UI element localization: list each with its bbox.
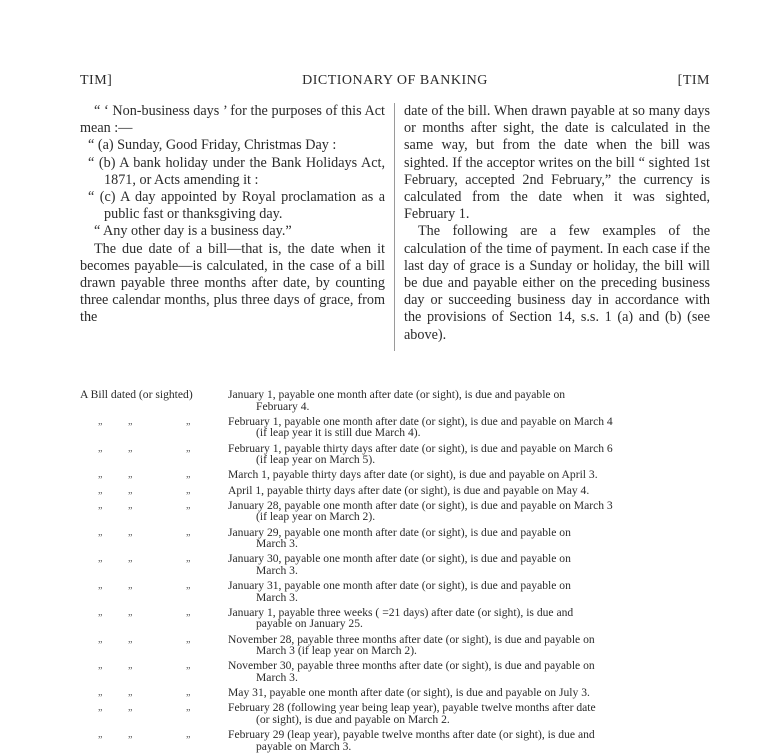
example-line-2: payable on January 25. bbox=[256, 617, 363, 631]
ditto-mark: „ bbox=[98, 499, 103, 511]
example-row bbox=[80, 634, 712, 657]
examples-intro-paragraph: The following are a few examples of the calculation of the time of payment. In each case if the last day of grace is a Sunday or holiday, the bill will be due and payable either on the preceding business day or succeeding business day in accordance with the provisions of Section 14, s.s. 1 (a) and (b) (see above). bbox=[404, 223, 710, 343]
example-entry bbox=[228, 469, 712, 481]
example-line-2: (if leap year on March 2). bbox=[256, 510, 376, 524]
ditto-mark: „ bbox=[98, 415, 103, 427]
definition-closing: “ Any other day is a business day.” bbox=[94, 223, 292, 240]
ditto-mark: „ bbox=[186, 633, 191, 645]
example-entry bbox=[228, 485, 712, 497]
example-entry bbox=[228, 660, 712, 683]
header-right-guide-word: [TIM bbox=[677, 73, 710, 88]
example-line-1: April 1, payable thirty days after date (or sight), is due and payable on May 4. bbox=[228, 483, 590, 497]
ditto-mark: „ bbox=[98, 526, 103, 538]
example-entry bbox=[228, 607, 712, 630]
example-entry bbox=[228, 634, 712, 657]
example-line-1: November 28, payable three months after date (or sight), is due and payable on bbox=[228, 632, 595, 646]
example-lead-label: A Bill dated (or sighted) bbox=[80, 388, 193, 401]
ditto-mark: „ bbox=[98, 660, 103, 672]
ditto-mark: „ bbox=[186, 729, 191, 741]
ditto-mark: „ bbox=[128, 442, 133, 454]
example-row bbox=[80, 469, 712, 481]
ditto-mark: „ bbox=[98, 702, 103, 714]
clause-c: “ (c) A day appointed by Royal proclamation as a public fast or thanksgiving day. bbox=[88, 189, 385, 223]
example-row bbox=[80, 553, 712, 576]
ditto-mark: „ bbox=[186, 526, 191, 538]
definition-intro: “ ‘ Non-business days ’ for the purposes of this Act mean :— bbox=[80, 103, 385, 137]
ditto-mark: „ bbox=[128, 633, 133, 645]
example-entry bbox=[228, 553, 712, 576]
ditto-mark: „ bbox=[128, 499, 133, 511]
example-line-2: February 4. bbox=[256, 399, 310, 413]
ditto-mark: „ bbox=[128, 484, 133, 496]
ditto-mark: „ bbox=[128, 553, 133, 565]
example-line-2: (if leap year on March 5). bbox=[256, 453, 376, 467]
ditto-mark: „ bbox=[186, 484, 191, 496]
ditto-mark: „ bbox=[98, 729, 103, 741]
ditto-mark: „ bbox=[186, 469, 191, 481]
ditto-mark: „ bbox=[128, 702, 133, 714]
ditto-mark: „ bbox=[186, 606, 191, 618]
example-line-1: January 1, payable three weeks ( =21 days) after date (or sight), is due and bbox=[228, 605, 574, 619]
example-row bbox=[80, 687, 712, 699]
header-left-guide-word: TIM] bbox=[80, 73, 113, 88]
ditto-mark: „ bbox=[128, 469, 133, 481]
example-entry bbox=[228, 527, 712, 550]
example-line-2: March 3 (if leap year on March 2). bbox=[256, 644, 417, 658]
ditto-mark: „ bbox=[128, 660, 133, 672]
example-line-1: February 1, payable thirty days after date (or sight), is due and payable on March 6 bbox=[228, 441, 613, 455]
example-line-1: November 30, payable three months after date (or sight), is due and payable on bbox=[228, 659, 595, 673]
clause-a: “ (a) Sunday, Good Friday, Christmas Day : bbox=[88, 137, 337, 154]
ditto-mark: „ bbox=[186, 499, 191, 511]
header-title: DICTIONARY OF BANKING bbox=[302, 73, 488, 88]
ditto-mark: „ bbox=[98, 484, 103, 496]
example-line-1: January 29, payable one month after date (or sight), is due and payable on bbox=[228, 525, 571, 539]
example-line-1: February 29 (leap year), payable twelve months after date (or sight), is due and bbox=[228, 728, 595, 742]
ditto-mark: „ bbox=[128, 580, 133, 592]
example-line-2: March 3. bbox=[256, 590, 298, 604]
example-entry bbox=[228, 687, 712, 699]
example-row bbox=[80, 443, 712, 466]
ditto-mark: „ bbox=[128, 729, 133, 741]
ditto-mark: „ bbox=[128, 526, 133, 538]
example-row bbox=[80, 416, 712, 439]
ditto-mark: „ bbox=[128, 415, 133, 427]
ditto-mark: „ bbox=[186, 415, 191, 427]
ditto-mark: „ bbox=[186, 660, 191, 672]
running-header bbox=[80, 73, 710, 93]
example-line-1: March 1, payable thirty days after date (or sight), is due and payable on April 3. bbox=[228, 468, 598, 482]
examples-table bbox=[80, 389, 712, 756]
example-row bbox=[80, 389, 712, 412]
ditto-mark: „ bbox=[128, 687, 133, 699]
ditto-mark: „ bbox=[186, 580, 191, 592]
right-column bbox=[404, 103, 710, 344]
ditto-mark: „ bbox=[98, 606, 103, 618]
example-line-1: January 30, payable one month after date (or sight), is due and payable on bbox=[228, 552, 571, 566]
example-line-1: January 31, payable one month after date (or sight), is due and payable on bbox=[228, 579, 571, 593]
example-entry bbox=[228, 389, 712, 412]
column-divider bbox=[394, 103, 395, 351]
ditto-mark: „ bbox=[186, 442, 191, 454]
ditto-mark: „ bbox=[186, 553, 191, 565]
example-row bbox=[80, 729, 712, 752]
ditto-mark: „ bbox=[98, 687, 103, 699]
example-line-2: March 3. bbox=[256, 563, 298, 577]
example-line-1: January 28, payable one month after date (or sight), is due and payable on March 3 bbox=[228, 498, 613, 512]
example-row bbox=[80, 702, 712, 725]
example-line-1: February 28 (following year being leap year), payable twelve months after date bbox=[228, 701, 596, 715]
due-date-paragraph: The due date of a bill—that is, the date when it becomes payable—is calculated, in the case of a bill drawn payable three months after date, by counting three calendar months, plus three days of grace, from the bbox=[80, 240, 385, 326]
clause-b: “ (b) A bank holiday under the Bank Holidays Act, 1871, or Acts amending it : bbox=[88, 154, 385, 188]
left-column bbox=[80, 103, 385, 327]
ditto-mark: „ bbox=[128, 606, 133, 618]
ditto-mark: „ bbox=[98, 442, 103, 454]
example-row bbox=[80, 660, 712, 683]
example-row bbox=[80, 527, 712, 550]
example-line-2: payable on March 3. bbox=[256, 739, 352, 753]
example-row bbox=[80, 607, 712, 630]
example-line-2: March 3. bbox=[256, 537, 298, 551]
example-line-2: (or sight), is due and payable on March 2. bbox=[256, 712, 450, 726]
example-row bbox=[80, 500, 712, 523]
example-line-1: May 31, payable one month after date (or sight), is due and payable on July 3. bbox=[228, 686, 590, 700]
example-entry bbox=[228, 443, 712, 466]
example-line-2: March 3. bbox=[256, 671, 298, 684]
example-line-1: January 1, payable one month after date (or sight), is due and payable on bbox=[228, 388, 566, 401]
ditto-mark: „ bbox=[98, 553, 103, 565]
example-entry bbox=[228, 500, 712, 523]
example-row bbox=[80, 580, 712, 603]
ditto-mark: „ bbox=[186, 702, 191, 714]
example-entry bbox=[228, 702, 712, 725]
example-entry bbox=[228, 729, 712, 752]
ditto-mark: „ bbox=[98, 633, 103, 645]
example-row bbox=[80, 485, 712, 497]
example-line-2: (if leap year it is still due March 4). bbox=[256, 426, 421, 440]
ditto-mark: „ bbox=[98, 469, 103, 481]
ditto-mark: „ bbox=[98, 580, 103, 592]
example-entry bbox=[228, 416, 712, 439]
continuation-paragraph: date of the bill. When drawn payable at so many days or months after sight, the date is calculated in the same way, but from the date when the bill was sighted. If the acceptor writes on the bill “ sighted 1st February, accepted 2nd February,” the currency is calculated from the date when it was sighted, February 1. bbox=[404, 103, 710, 223]
example-line-1: February 1, payable one month after date (or sight), is due and payable on March 4 bbox=[228, 414, 613, 428]
ditto-mark: „ bbox=[186, 687, 191, 699]
example-entry bbox=[228, 580, 712, 603]
